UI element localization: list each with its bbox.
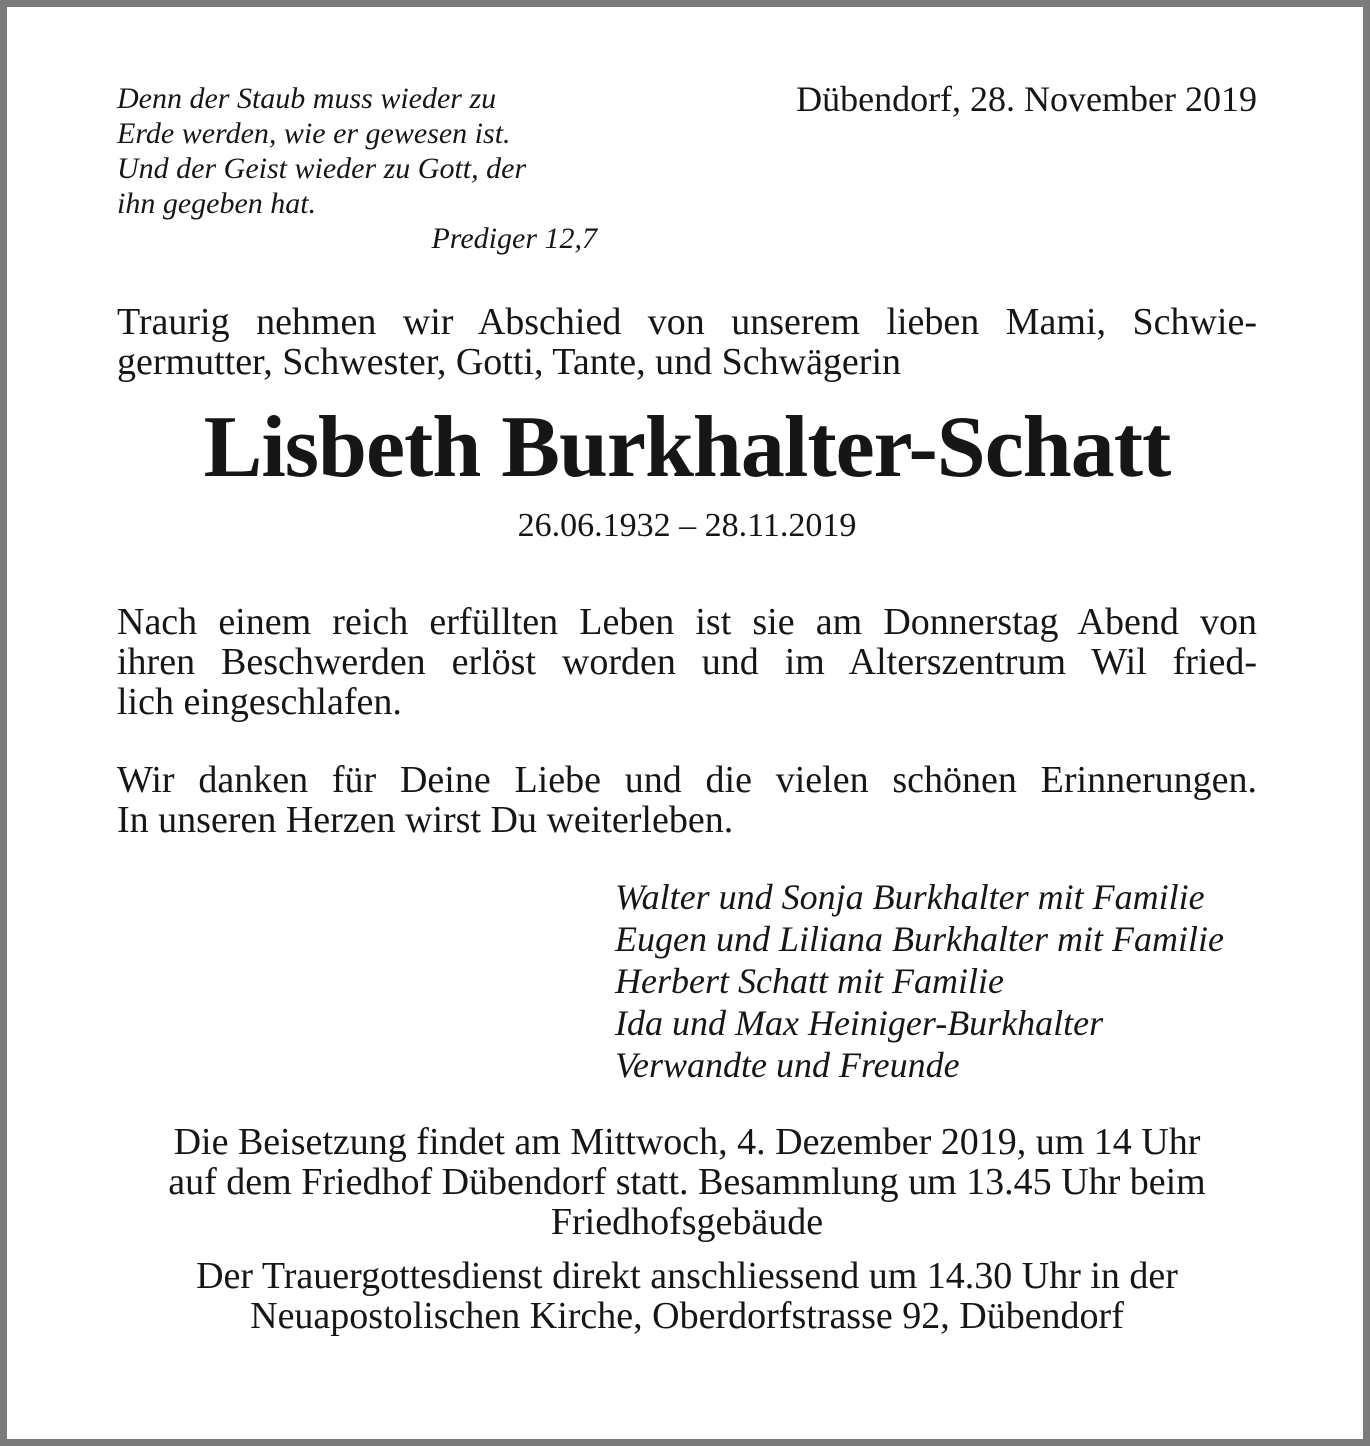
quote-line: Denn der Staub muss wieder zu [117, 82, 497, 115]
obituary-content [7, 81, 1363, 1336]
service-line: Der Trauergottesdienst direkt anschliessend um 14.30 Uhr in der [196, 1255, 1178, 1297]
death-paragraph-line: ihren Beschwerden erlöst worden und im Alterszentrum Wil fried- [117, 641, 1257, 683]
service-line: Neuapostolischen Kirche, Oberdorfstrasse 92, Dübendorf [250, 1295, 1124, 1337]
mourner-line: Herbert Schatt mit Familie [615, 961, 1004, 1001]
dateline: Dübendorf, 28. November 2019 [796, 79, 1257, 119]
deceased-name: Lisbeth Burkhalter-Schatt [203, 399, 1171, 496]
quote-source: Prediger 12,7 [431, 222, 597, 255]
funeral-line: Die Beisetzung findet am Mittwoch, 4. Dezember 2019, um 14 Uhr [173, 1121, 1201, 1163]
thanks-paragraph-line: In unseren Herzen wirst Du weiterleben. [117, 799, 734, 841]
funeral-line: auf dem Friedhof Dübendorf statt. Besammlung um 13.45 Uhr beim [168, 1161, 1206, 1203]
header-row [117, 81, 1257, 256]
quote-line: Erde werden, wie er gewesen ist. [117, 117, 511, 150]
funeral-line: Friedhofsgebäude [550, 1201, 824, 1243]
quote-line: ihn gegeben hat. [117, 187, 317, 220]
intro-paragraph [117, 302, 1257, 382]
quote-line: Und der Geist wieder zu Gott, der [117, 152, 527, 185]
death-paragraph-line: Nach einem reich erfüllten Leben ist sie am Donnerstag Abend von [117, 601, 1257, 643]
intro-line: germutter, Schwester, Gotti, Tante, und Schwägerin [117, 341, 902, 383]
mourners-list [117, 876, 1257, 1086]
intro-line: Traurig nehmen wir Abschied von unserem lieben Mami, Schwie- [117, 301, 1257, 343]
mourner-line: Eugen und Liliana Burkhalter mit Familie [615, 919, 1224, 959]
death-paragraph [117, 602, 1257, 722]
service-details [117, 1256, 1257, 1336]
mourner-line: Verwandte und Freunde [615, 1045, 960, 1085]
bible-quote [117, 81, 597, 256]
funeral-details [117, 1122, 1257, 1242]
thanks-paragraph [117, 760, 1257, 840]
mourner-line: Ida und Max Heiniger-Burkhalter [615, 1003, 1104, 1043]
life-dates: 26.06.1932 – 28.11.2019 [517, 507, 857, 544]
death-paragraph-line: lich eingeschlafen. [117, 681, 402, 723]
thanks-paragraph-line: Wir danken für Deine Liebe und die vielen schönen Erinnerungen. [117, 759, 1257, 801]
mourner-line: Walter und Sonja Burkhalter mit Familie [615, 877, 1205, 917]
